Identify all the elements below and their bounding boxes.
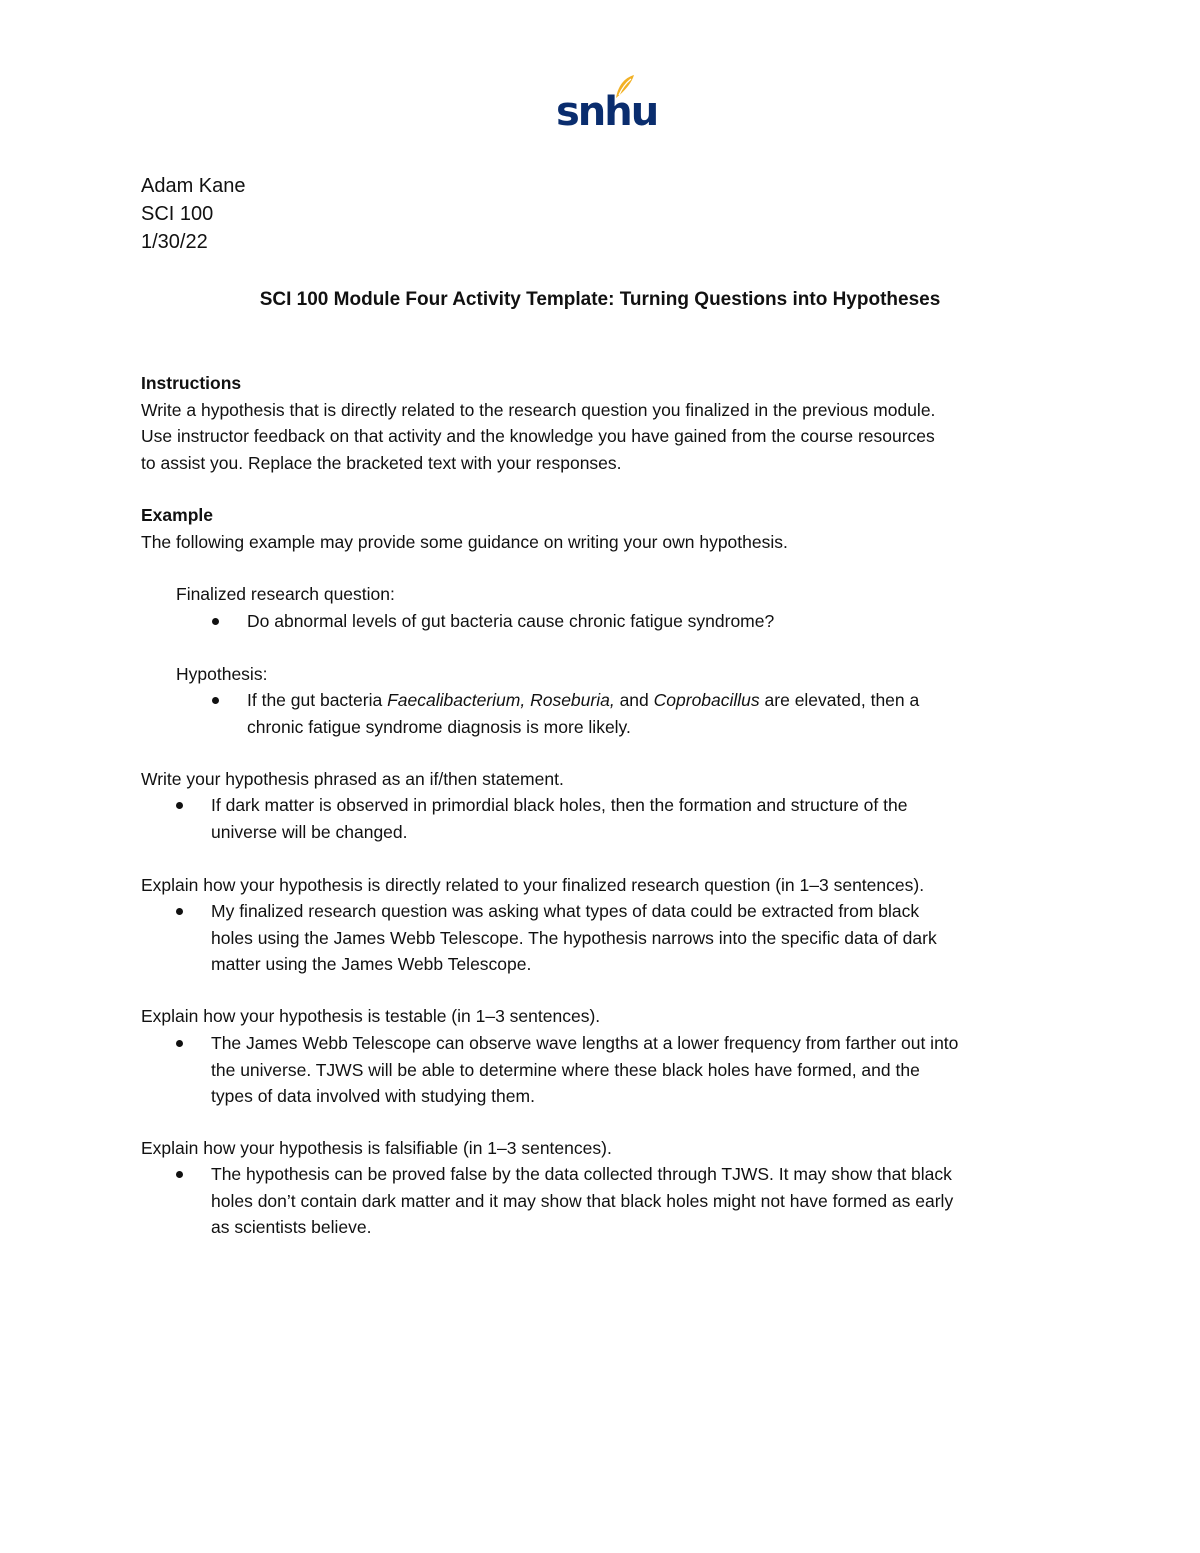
bullet-icon xyxy=(176,908,183,915)
q1-answer-line-1: If dark matter is observed in primordial black holes, then the formation and structure of the xyxy=(211,795,908,815)
q2-answer-line-2: holes using the James Webb Telescope. The hypothesis narrows into the specific data of dark xyxy=(211,927,937,948)
bullet-icon xyxy=(212,697,219,704)
q4-answer-line-3: as scientists believe. xyxy=(211,1217,372,1237)
document-title: SCI 100 Module Four Activity Template: Turning Questions into Hypotheses xyxy=(259,289,941,310)
hyp-bacteria-1: Faecalibacterium, Roseburia, xyxy=(387,690,615,710)
instructions-heading: Instructions xyxy=(141,373,242,393)
hyp-bacteria-2: Coprobacillus xyxy=(653,690,760,710)
example-heading: Example xyxy=(141,505,213,525)
hyp-text-3: are elevated, then a xyxy=(759,690,920,710)
q3-answer xyxy=(176,1030,1036,1110)
q4-answer-line-2: holes don’t contain dark matter and it may show that black holes might not have formed as early xyxy=(211,1190,954,1211)
example-hypothesis-line-1 xyxy=(212,687,1072,714)
example-section xyxy=(141,502,1061,555)
question-label: Finalized research question: xyxy=(176,584,395,604)
q3-answer-line-1: The James Webb Telescope can observe wave lengths at a lower frequency from farther out into xyxy=(211,1033,959,1053)
student-name: Adam Kane xyxy=(141,175,246,197)
example-intro: The following example may provide some guidance on writing your own hypothesis. xyxy=(141,531,788,552)
example-hypothesis-bullet xyxy=(212,687,1072,740)
instructions-line-1: Write a hypothesis that is directly related to the research question you finalized in the previous module. xyxy=(141,399,936,420)
hyp-text-1: If the gut bacteria xyxy=(247,690,388,710)
snhu-logo xyxy=(556,74,658,135)
q2-answer-line-1: My finalized research question was asking what types of data could be extracted from black xyxy=(211,901,920,921)
q3-prompt: Explain how your hypothesis is testable (in 1–3 sentences). xyxy=(141,1006,601,1026)
q2-prompt: Explain how your hypothesis is directly related to your finalized research question (in 1–3 sentences). xyxy=(141,875,925,895)
course-code: SCI 100 xyxy=(141,203,214,225)
instructions-line-2: Use instructor feedback on that activity and the knowledge you have gained from the course resources xyxy=(141,426,935,446)
q3-answer-line-2: the universe. TJWS will be able to determine where these black holes have formed, and the xyxy=(211,1059,920,1080)
example-question-text: Do abnormal levels of gut bacteria cause chronic fatigue syndrome? xyxy=(247,611,775,631)
q1-prompt: Write your hypothesis phrased as an if/then statement. xyxy=(141,769,564,789)
instructions-section xyxy=(141,370,1061,476)
hypothesis-label: Hypothesis: xyxy=(176,664,268,684)
example-hypothesis-line-2: chronic fatigue syndrome diagnosis is more likely. xyxy=(247,716,631,737)
q2-answer xyxy=(176,898,1036,978)
instructions-line-3: to assist you. Replace the bracketed text with your responses. xyxy=(141,452,622,473)
q3-answer-line-3: types of data involved with studying them. xyxy=(211,1086,535,1106)
logo-text: snhu xyxy=(556,89,658,135)
bullet-icon xyxy=(176,1040,183,1047)
q4-prompt: Explain how your hypothesis is falsifiable (in 1–3 sentences). xyxy=(141,1138,612,1158)
q4-answer-line-1: The hypothesis can be proved false by the data collected through TJWS. It may show that black xyxy=(211,1164,952,1184)
q1-answer xyxy=(176,792,1036,845)
q2-answer-line-3: matter using the James Webb Telescope. xyxy=(211,954,532,974)
submission-date: 1/30/22 xyxy=(141,231,208,253)
q4-answer xyxy=(176,1161,1036,1241)
bullet-icon xyxy=(176,1171,183,1178)
hyp-text-2: and xyxy=(614,690,654,710)
bullet-icon xyxy=(212,618,219,625)
example-question-bullet xyxy=(212,608,1072,635)
student-header xyxy=(141,172,246,256)
q1-answer-line-2: universe will be changed. xyxy=(211,821,408,842)
bullet-icon xyxy=(176,802,183,809)
